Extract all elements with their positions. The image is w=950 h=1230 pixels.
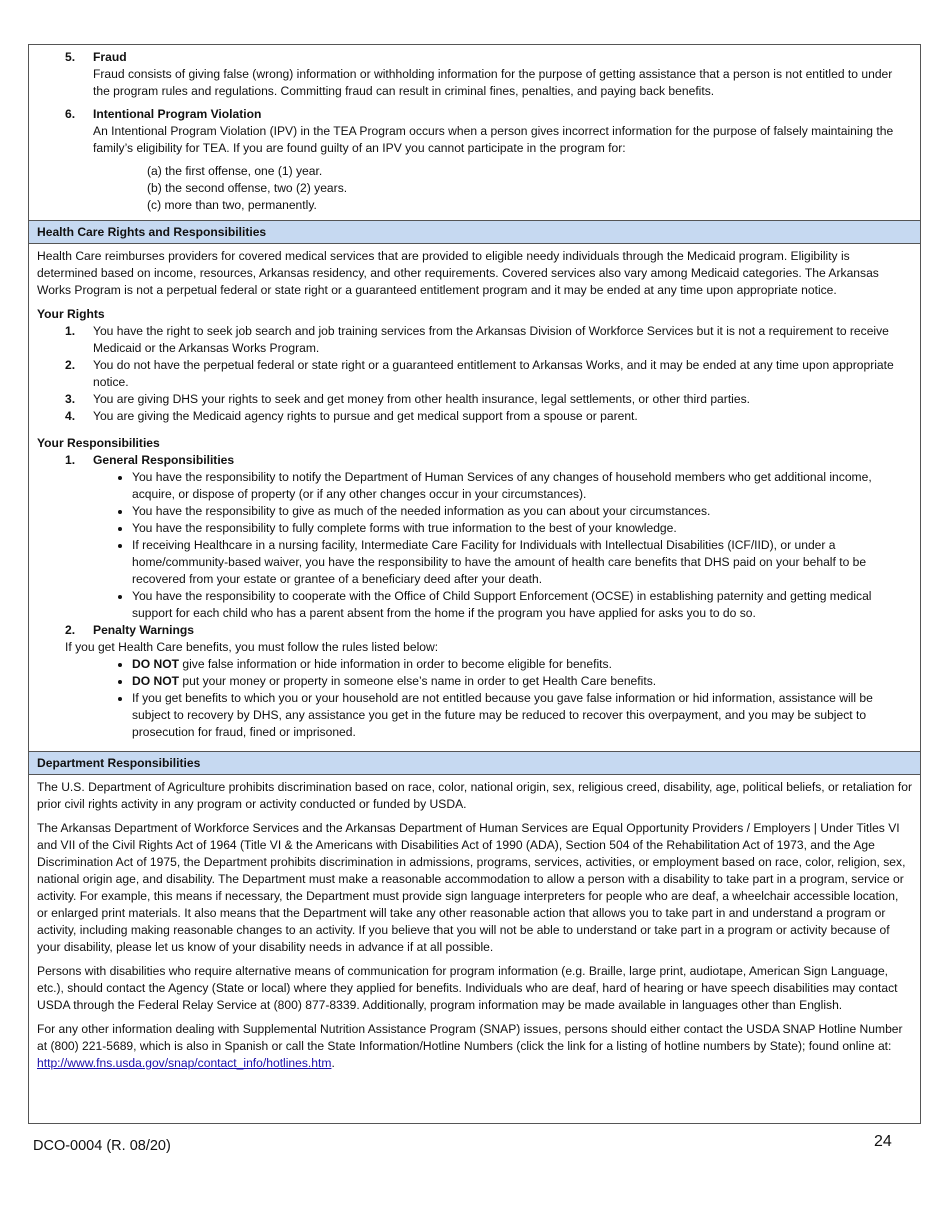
page-frame — [28, 44, 921, 1124]
right-item — [37, 391, 912, 408]
right-text: You do not have the perpetual federal or state right or a guaranteed entitlement to Arkansas Works, and it may be ended at any time upon appropriate notice. — [93, 358, 894, 389]
hotlines-link[interactable]: http://www.fns.usda.gov/snap/contact_info/hotlines.htm — [37, 1056, 332, 1070]
penalty-title: Penalty Warnings — [93, 623, 195, 637]
penalty-intro: If you get Health Care benefits, you must follow the rules listed below: — [65, 640, 439, 654]
health-care-section — [29, 244, 920, 751]
penalty-rules-list — [37, 656, 912, 741]
right-number: 1. — [65, 324, 76, 338]
ipv-item — [37, 106, 912, 157]
rights-list — [37, 323, 912, 425]
fraud-number: 5. — [65, 50, 76, 64]
health-care-header: Health Care Rights and Responsibilities — [29, 220, 920, 244]
do-not-label: DO NOT — [132, 674, 180, 688]
list-item: • If you get benefits to which you or your household are not entitled because you gave false information or hid information, assistance will be subject to recovery by DHS, any assistance you get in the future may be reduced to recover this overpayment, and you may be subject to prosecution for fraud, fined or imprisoned. — [132, 690, 912, 741]
fraud-text: Fraud consists of giving false (wrong) information or withholding information for the purpose of getting assistance that a person is not entitled to under the program rules and regulations. Committing fraud can result in criminal fines, penalties, and paying back benefits. — [93, 67, 893, 98]
do-not-label: DO NOT — [132, 657, 180, 671]
list-item: • If receiving Healthcare in a nursing facility, Intermediate Care Facility for Individuals with Intellectual Disabilities (ICF/IID), or under a home/community-based waiver, you have the responsibility to have the amount of health care benefits that DHS paid on your behalf to be recovered from your estate or grantee of a beneficiary deed after your death. — [132, 537, 912, 588]
general-title: General Responsibilities — [93, 453, 235, 467]
snap-text: For any other information dealing with Supplemental Nutrition Assistance Program (SNAP) issues, persons should either contact the USDA SNAP Hotline Number at (800) 221-5689, which is also in Spanish or call the State Information/Hotline Numbers (click the link for a listing of hotline numbers by State); found online at: — [37, 1022, 903, 1053]
right-item — [37, 357, 912, 391]
right-number: 3. — [65, 392, 76, 406]
right-number: 2. — [65, 358, 76, 372]
ipv-text: An Intentional Program Violation (IPV) in the TEA Program occurs when a person gives incorrect information for the purpose of falsely maintaining the family’s eligibility for TEA. If you are found guilty of an IPV you cannot participate in the program for: — [93, 124, 894, 155]
program-violations-section — [29, 45, 920, 220]
general-responsibilities — [37, 452, 912, 469]
list-item — [132, 656, 912, 673]
right-text: You have the right to seek job search and job training services from the Arkansas Division of Workforce Services but it is not a requirement to receive Medicaid or the Arkansas Works Program. — [93, 324, 889, 355]
right-text: You are giving the Medicaid agency rights to pursue and get medical support from a spouse or parent. — [93, 409, 638, 423]
right-item — [37, 323, 912, 357]
eeo-paragraph: The Arkansas Department of Workforce Services and the Arkansas Department of Human Services are Equal Opportunity Providers / Employers | Under Titles VI and VII of the Civil Rights Act of 1964 (Title VI & the Americans with Disabilities Act of 1990 (ADA), Section 504 of the Rehabilitation Act of 1973, and the Age Discrimination Act of 1975, the Department prohibits discrimination in admissions, programs, services, activities, or employment based on race, color, religion, sex, national origin age, and disability. The Department must make a reasonable accommodation to allow a person with a disability to take part in a program, service or activity. For example, this means if necessary, the Department must provide sign language interpreters for people who are deaf, a wheelchair accessible location, or enlarged print materials. It also means that the Department will take any other reasonable action that allows you to take part in and understand a program or activity, including making reasonable changes to an activity. If you believe that you will not be able to understand or take part in a program or activity because of your disability, please let us know of your disability needs in advance if at all possible. — [37, 821, 906, 954]
snap-end: . — [331, 1056, 335, 1070]
list-item: • You have the responsibility to give as much of the needed information as you can about your circumstances. — [132, 503, 912, 520]
rule-text: put your money or property in someone else’s name in order to get Health Care benefits. — [179, 674, 657, 688]
department-header: Department Responsibilities — [29, 751, 920, 775]
list-item — [132, 673, 912, 690]
form-id: DCO-0004 (R. 08/20) — [33, 1138, 171, 1154]
penalty-warnings — [37, 622, 912, 639]
ipv-penalty-3: (c) more than two, permanently. — [147, 198, 317, 212]
right-text: You are giving DHS your rights to seek and get money from other health insurance, legal settlements, or other third parties. — [93, 392, 750, 406]
penalty-number: 2. — [65, 623, 76, 637]
page-number: 24 — [874, 1133, 892, 1150]
list-item: • You have the responsibility to notify the Department of Human Services of any changes of household members who get additional income, acquire, or dispose of property (or if any other changes occur in your circumstances). — [132, 469, 912, 503]
your-rights-heading: Your Rights — [37, 307, 105, 321]
right-number: 4. — [65, 409, 76, 423]
general-responsibilities-list — [37, 469, 912, 622]
penalty-list — [37, 622, 912, 639]
ipv-number: 6. — [65, 107, 76, 121]
snap-paragraph — [37, 1021, 912, 1072]
usda-paragraph: The U.S. Department of Agriculture prohibits discrimination based on race, color, national origin, sex, religious creed, disability, age, political beliefs, or retaliation for prior civil rights activity in any program or activity conducted or funded by USDA. — [37, 780, 912, 811]
ipv-title: Intentional Program Violation — [93, 107, 262, 121]
list-item: • You have the responsibility to cooperate with the Office of Child Support Enforcement (OCSE) in establishing paternity and getting medical support for each child who has a parent absent from the home if the program you have applied for asks you to do so. — [132, 588, 912, 622]
your-responsibilities-heading: Your Responsibilities — [37, 436, 160, 450]
fraud-item — [37, 49, 912, 100]
right-item — [37, 408, 912, 425]
fraud-title: Fraud — [93, 50, 127, 64]
ipv-penalty-1: (a) the first offense, one (1) year. — [147, 164, 323, 178]
department-section — [29, 775, 920, 1085]
rule-text: give false information or hide information in order to become eligible for benefits. — [179, 657, 612, 671]
ipv-penalty-2: (b) the second offense, two (2) years. — [147, 181, 348, 195]
list-item: • You have the responsibility to fully complete forms with true information to the best of your knowledge. — [132, 520, 912, 537]
responsibilities-list — [37, 452, 912, 469]
disability-paragraph: Persons with disabilities who require alternative means of communication for program information (e.g. Braille, large print, audiotape, American Sign Language, etc.), should contact the Agency (State or local) where they applied for benefits. Individuals who are deaf, hard of hearing or have speech disabilities may contact USDA through the Federal Relay Service at (800) 877-8339. Additionally, program information may be made available in languages other than English. — [37, 964, 898, 1012]
general-number: 1. — [65, 453, 76, 467]
health-care-intro: Health Care reimburses providers for covered medical services that are provided to eligible needy individuals through the Medicaid program. Eligibility is determined based on income, resources, Arkansas residency, and other requirements. Covered services also vary among Medicaid categories. The Arkansas Works Program is not a perpetual federal or state right or a guaranteed entitlement program and it may be ended at any time upon appropriate notice. — [37, 249, 879, 297]
